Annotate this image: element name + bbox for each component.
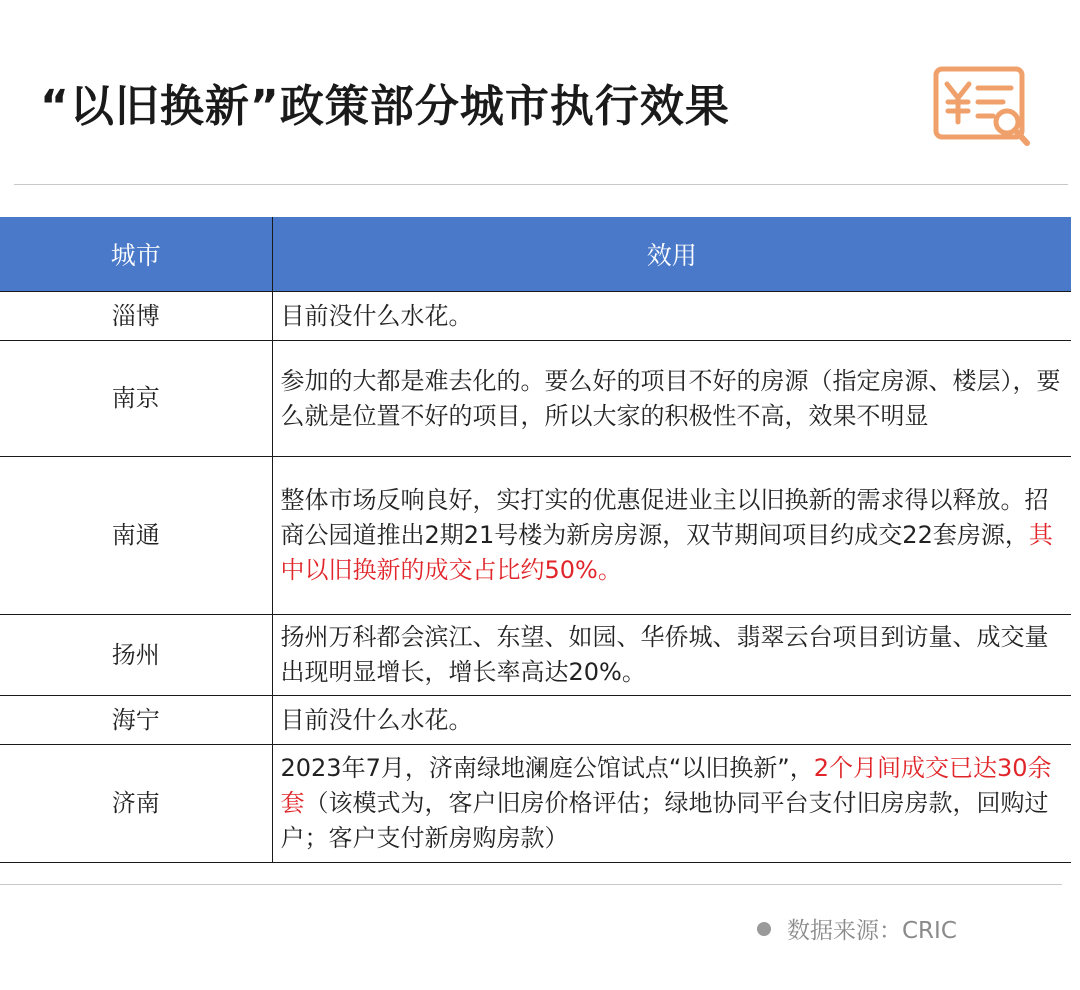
table-row <box>0 457 1071 615</box>
top-divider <box>14 184 1068 185</box>
city-cell: 济南 <box>0 745 272 863</box>
effect-text: 目前没什么水花。 <box>280 301 473 330</box>
header-effect: 效用 <box>272 217 1071 292</box>
effect-text: 目前没什么水花。 <box>280 705 473 734</box>
effect-cell <box>272 341 1071 457</box>
data-source-text: 数据来源：CRIC <box>787 918 957 944</box>
table-header-row <box>0 217 1071 292</box>
effect-text: 参加的大都是难去化的。要么好的项目不好的房源（指定房源、楼层），要么就是位置不好的项目，所以大家的积极性不高，效果不明显 <box>280 366 1061 430</box>
header-city: 城市 <box>0 217 272 292</box>
data-source <box>757 912 957 945</box>
city-cell: 淄博 <box>0 292 272 341</box>
city-cell: 海宁 <box>0 696 272 745</box>
table-row <box>0 615 1071 696</box>
bullet-dot-icon <box>757 922 771 936</box>
table-row <box>0 696 1071 745</box>
yuan-receipt-search-icon <box>933 66 1033 150</box>
effect-cell <box>272 457 1071 615</box>
effect-highlight: 2个月间成交已达30余套 <box>280 754 1052 817</box>
policy-effect-table <box>0 217 1071 863</box>
effect-cell <box>272 696 1071 745</box>
table-row <box>0 341 1071 457</box>
effect-cell <box>272 745 1071 863</box>
city-cell: 南京 <box>0 341 272 457</box>
city-cell: 扬州 <box>0 615 272 696</box>
effect-text: 2023年7月，济南绿地澜庭公馆试点“以旧换新”， <box>280 754 814 782</box>
effect-text: （该模式为，客户旧房价格评估；绿地协同平台支付旧房房款，回购过户；客户支付新房购房款） <box>280 789 1049 852</box>
table-row <box>0 745 1071 863</box>
effect-cell <box>272 615 1071 696</box>
effect-highlight: 其中以旧换新的成交占比约50%。 <box>280 521 1053 584</box>
page-title: “以旧换新”政策部分城市执行效果 <box>40 81 730 132</box>
bottom-divider <box>0 884 1062 885</box>
table-row <box>0 292 1071 341</box>
effect-text: 整体市场反响良好，实打实的优惠促进业主以旧换新的需求得以释放。招商公园道推出2期21号楼为新房房源，双节期间项目约成交22套房源， <box>280 486 1049 549</box>
effect-text: 扬州万科都会滨江、东望、如园、华侨城、翡翠云台项目到访量、成交量出现明显增长，增长率高达20%。 <box>280 623 1049 686</box>
city-cell: 南通 <box>0 457 272 615</box>
effect-cell <box>272 292 1071 341</box>
